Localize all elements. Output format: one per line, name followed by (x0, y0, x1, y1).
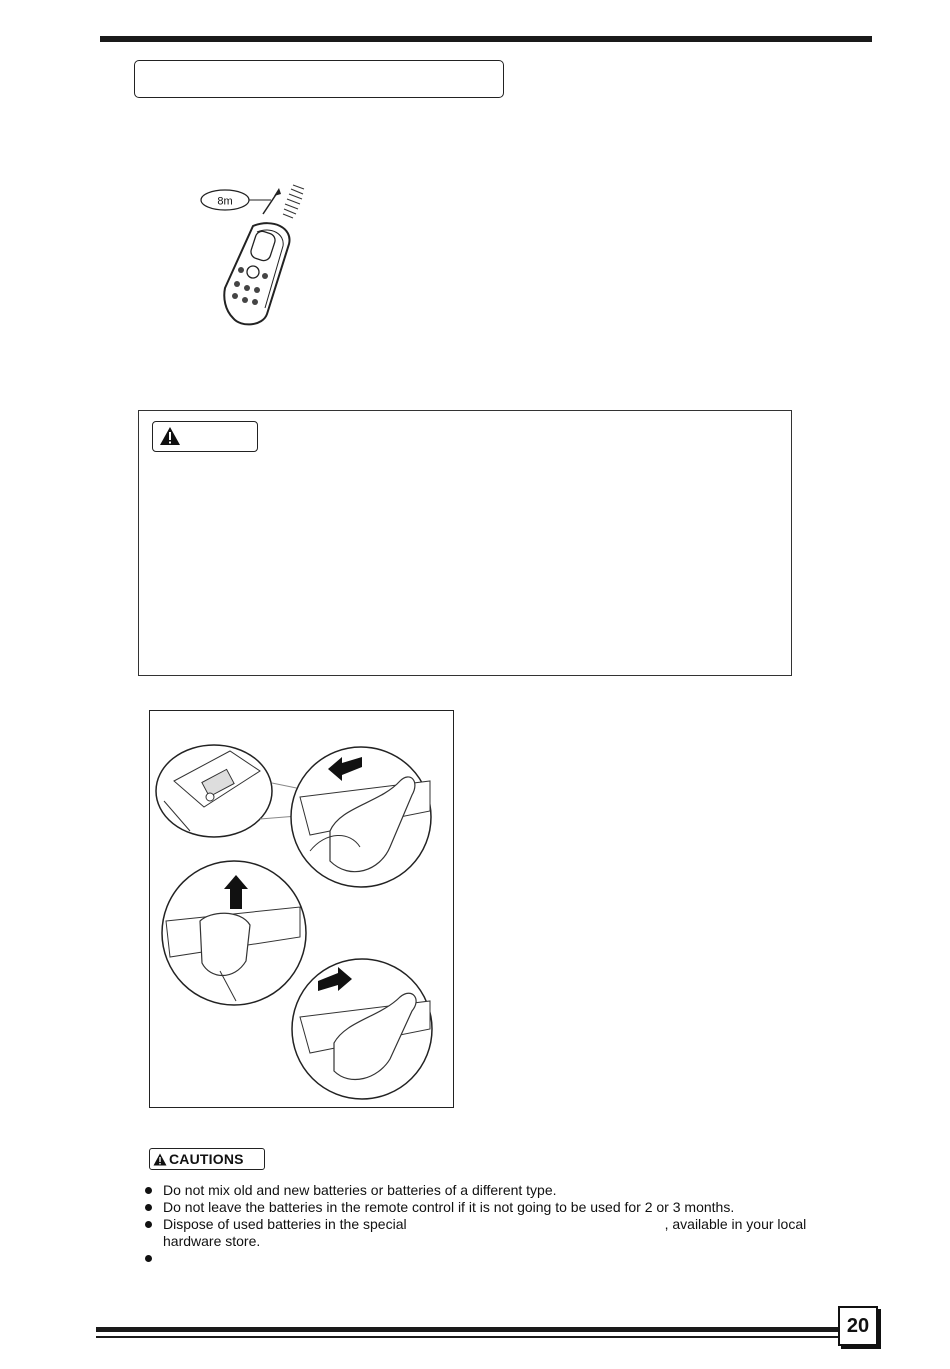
bullet-icon (145, 1187, 152, 1194)
cautions-list (140, 1182, 860, 1267)
bullet-icon (145, 1255, 152, 1262)
cautions-heading: CAUTIONS (169, 1151, 244, 1167)
bullet-icon (145, 1204, 152, 1211)
list-item (140, 1250, 860, 1267)
remote-control-figure (195, 180, 315, 330)
range-label: 8m (217, 195, 233, 208)
section-title-box (134, 60, 504, 98)
remote-dial-button (247, 266, 259, 278)
warning-triangle-icon (153, 1153, 167, 1166)
bullet-icon (145, 1221, 152, 1228)
step-1-remove-cover (291, 747, 431, 887)
page-number: 20 (838, 1306, 878, 1346)
warning-badge (152, 421, 258, 452)
footer-rule-thin (96, 1336, 840, 1338)
warning-triangle-icon (159, 426, 181, 446)
signal-wave-icon (283, 185, 304, 218)
step-2-insert-batteries (162, 861, 306, 1005)
battery-installation-figure (149, 710, 454, 1108)
cautions-badge (149, 1148, 265, 1170)
header-rule (100, 36, 872, 42)
remote-body (224, 223, 289, 324)
list-item: Do not mix old and new batteries or batteries of a different type. (140, 1182, 860, 1199)
list-item: Dispose of used batteries in the special , available in your local hardware store. (140, 1216, 860, 1250)
step-3-replace-cover (292, 959, 432, 1099)
list-item: Do not leave the batteries in the remote control if it is not going to be used for 2 or 3 months. (140, 1199, 860, 1216)
battery-steps-illustration (150, 711, 452, 1106)
footer-rule (96, 1327, 840, 1332)
